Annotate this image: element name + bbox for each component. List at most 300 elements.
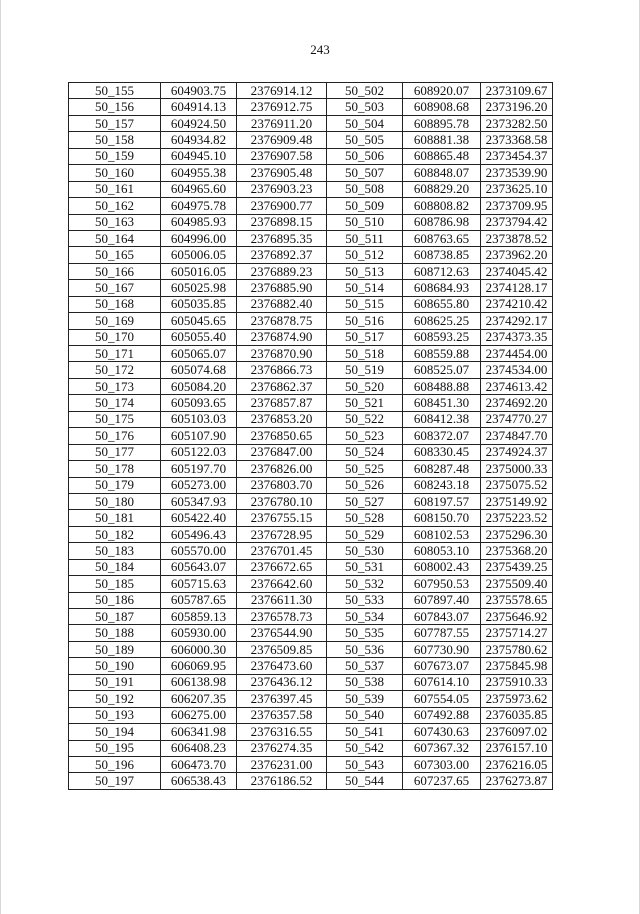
table-row [69, 641, 553, 657]
y-left-cell: 2376578.73 [237, 609, 327, 625]
point-id-left-cell: 50_160 [69, 165, 161, 181]
y-right-cell: 2374613.42 [481, 378, 553, 394]
point-id-left-cell: 50_195 [69, 740, 161, 756]
y-right-cell: 2374210.42 [481, 296, 553, 312]
x-right-cell: 608684.93 [403, 280, 481, 296]
point-id-left-cell: 50_164 [69, 230, 161, 246]
table-row [69, 559, 553, 575]
point-id-left-cell: 50_187 [69, 609, 161, 625]
x-right-cell: 608848.07 [403, 165, 481, 181]
y-left-cell: 2376316.55 [237, 724, 327, 740]
point-id-left-cell: 50_170 [69, 329, 161, 345]
y-left-cell: 2376803.70 [237, 477, 327, 493]
x-left-cell: 606473.70 [161, 756, 237, 772]
point-id-left-cell: 50_186 [69, 592, 161, 608]
point-id-right-cell: 50_524 [327, 444, 403, 460]
table-row [69, 543, 553, 559]
x-right-cell: 608625.25 [403, 313, 481, 329]
x-right-cell: 608895.78 [403, 115, 481, 131]
point-id-right-cell: 50_517 [327, 329, 403, 345]
y-left-cell: 2376905.48 [237, 165, 327, 181]
x-left-cell: 604945.10 [161, 148, 237, 164]
x-left-cell: 604903.75 [161, 83, 237, 99]
x-left-cell: 606138.98 [161, 674, 237, 690]
point-id-left-cell: 50_169 [69, 313, 161, 329]
table-row [69, 773, 553, 789]
x-left-cell: 605025.98 [161, 280, 237, 296]
table-row [69, 165, 553, 181]
point-id-left-cell: 50_196 [69, 756, 161, 772]
point-id-right-cell: 50_525 [327, 461, 403, 477]
x-left-cell: 605496.43 [161, 526, 237, 542]
point-id-left-cell: 50_161 [69, 181, 161, 197]
x-left-cell: 605093.65 [161, 395, 237, 411]
point-id-left-cell: 50_184 [69, 559, 161, 575]
y-right-cell: 2375075.52 [481, 477, 553, 493]
table-row [69, 444, 553, 460]
y-left-cell: 2376672.65 [237, 559, 327, 575]
x-right-cell: 608488.88 [403, 378, 481, 394]
x-left-cell: 604955.38 [161, 165, 237, 181]
x-left-cell: 605122.03 [161, 444, 237, 460]
point-id-left-cell: 50_168 [69, 296, 161, 312]
x-right-cell: 608786.98 [403, 214, 481, 230]
x-right-cell: 608197.57 [403, 493, 481, 509]
point-id-left-cell: 50_157 [69, 115, 161, 131]
point-id-left-cell: 50_180 [69, 493, 161, 509]
table-row [69, 132, 553, 148]
y-right-cell: 2374692.20 [481, 395, 553, 411]
scan-edge-left [0, 0, 1, 914]
y-right-cell: 2373878.52 [481, 230, 553, 246]
x-right-cell: 608908.68 [403, 99, 481, 115]
table-row [69, 181, 553, 197]
point-id-right-cell: 50_534 [327, 609, 403, 625]
x-right-cell: 608002.43 [403, 559, 481, 575]
y-right-cell: 2373454.37 [481, 148, 553, 164]
x-left-cell: 605273.00 [161, 477, 237, 493]
y-left-cell: 2376909.48 [237, 132, 327, 148]
point-id-right-cell: 50_515 [327, 296, 403, 312]
y-left-cell: 2376853.20 [237, 411, 327, 427]
point-id-right-cell: 50_531 [327, 559, 403, 575]
point-id-left-cell: 50_189 [69, 641, 161, 657]
x-left-cell: 605859.13 [161, 609, 237, 625]
point-id-right-cell: 50_535 [327, 625, 403, 641]
y-left-cell: 2376509.85 [237, 641, 327, 657]
y-right-cell: 2375845.98 [481, 658, 553, 674]
y-left-cell: 2376544.90 [237, 625, 327, 641]
y-left-cell: 2376611.30 [237, 592, 327, 608]
x-left-cell: 605643.07 [161, 559, 237, 575]
y-left-cell: 2376862.37 [237, 378, 327, 394]
table-row [69, 362, 553, 378]
y-left-cell: 2376857.87 [237, 395, 327, 411]
table-row [69, 477, 553, 493]
table-row [69, 198, 553, 214]
y-left-cell: 2376866.73 [237, 362, 327, 378]
x-left-cell: 604934.82 [161, 132, 237, 148]
table-row [69, 493, 553, 509]
point-id-left-cell: 50_190 [69, 658, 161, 674]
table-row [69, 280, 553, 296]
point-id-right-cell: 50_542 [327, 740, 403, 756]
x-right-cell: 607787.55 [403, 625, 481, 641]
x-left-cell: 604914.13 [161, 99, 237, 115]
x-right-cell: 607673.07 [403, 658, 481, 674]
x-left-cell: 605570.00 [161, 543, 237, 559]
point-id-left-cell: 50_156 [69, 99, 161, 115]
y-left-cell: 2376473.60 [237, 658, 327, 674]
x-right-cell: 608808.82 [403, 198, 481, 214]
point-id-right-cell: 50_513 [327, 263, 403, 279]
point-id-right-cell: 50_502 [327, 83, 403, 99]
x-right-cell: 608763.65 [403, 230, 481, 246]
y-left-cell: 2376892.37 [237, 247, 327, 263]
point-id-left-cell: 50_197 [69, 773, 161, 789]
x-right-cell: 607237.65 [403, 773, 481, 789]
table-row [69, 247, 553, 263]
y-right-cell: 2374373.35 [481, 329, 553, 345]
point-id-right-cell: 50_521 [327, 395, 403, 411]
page-number: 243 [310, 42, 330, 57]
y-left-cell: 2376907.58 [237, 148, 327, 164]
x-left-cell: 605347.93 [161, 493, 237, 509]
x-right-cell: 608451.30 [403, 395, 481, 411]
point-id-left-cell: 50_183 [69, 543, 161, 559]
point-id-right-cell: 50_528 [327, 510, 403, 526]
x-right-cell: 607367.32 [403, 740, 481, 756]
point-id-right-cell: 50_519 [327, 362, 403, 378]
y-right-cell: 2373282.50 [481, 115, 553, 131]
x-left-cell: 605055.40 [161, 329, 237, 345]
coordinates-table-body [69, 83, 553, 790]
table-row [69, 740, 553, 756]
y-right-cell: 2375149.92 [481, 493, 553, 509]
x-left-cell: 605006.05 [161, 247, 237, 263]
y-right-cell: 2374847.70 [481, 428, 553, 444]
table-row [69, 707, 553, 723]
x-left-cell: 606207.35 [161, 691, 237, 707]
y-right-cell: 2374128.17 [481, 280, 553, 296]
point-id-left-cell: 50_174 [69, 395, 161, 411]
point-id-right-cell: 50_529 [327, 526, 403, 542]
point-id-left-cell: 50_188 [69, 625, 161, 641]
y-right-cell: 2374924.37 [481, 444, 553, 460]
point-id-right-cell: 50_527 [327, 493, 403, 509]
x-right-cell: 608655.80 [403, 296, 481, 312]
point-id-left-cell: 50_185 [69, 576, 161, 592]
x-right-cell: 607303.00 [403, 756, 481, 772]
x-right-cell: 608593.25 [403, 329, 481, 345]
y-left-cell: 2376850.65 [237, 428, 327, 444]
table-row [69, 658, 553, 674]
table-row [69, 313, 553, 329]
table-row [69, 411, 553, 427]
x-right-cell: 607492.88 [403, 707, 481, 723]
point-id-right-cell: 50_509 [327, 198, 403, 214]
y-left-cell: 2376889.23 [237, 263, 327, 279]
point-id-left-cell: 50_159 [69, 148, 161, 164]
y-left-cell: 2376895.35 [237, 230, 327, 246]
y-right-cell: 2373109.67 [481, 83, 553, 99]
x-right-cell: 608372.07 [403, 428, 481, 444]
y-left-cell: 2376882.40 [237, 296, 327, 312]
x-left-cell: 606341.98 [161, 724, 237, 740]
point-id-left-cell: 50_158 [69, 132, 161, 148]
point-id-right-cell: 50_506 [327, 148, 403, 164]
x-left-cell: 605197.70 [161, 461, 237, 477]
y-left-cell: 2376914.12 [237, 83, 327, 99]
y-left-cell: 2376878.75 [237, 313, 327, 329]
point-id-right-cell: 50_520 [327, 378, 403, 394]
point-id-right-cell: 50_503 [327, 99, 403, 115]
y-left-cell: 2376870.90 [237, 346, 327, 362]
x-right-cell: 607843.07 [403, 609, 481, 625]
y-right-cell: 2375296.30 [481, 526, 553, 542]
point-id-right-cell: 50_504 [327, 115, 403, 131]
y-left-cell: 2376912.75 [237, 99, 327, 115]
table-row [69, 625, 553, 641]
y-left-cell: 2376186.52 [237, 773, 327, 789]
x-left-cell: 604985.93 [161, 214, 237, 230]
x-left-cell: 605715.63 [161, 576, 237, 592]
point-id-left-cell: 50_179 [69, 477, 161, 493]
x-right-cell: 608287.48 [403, 461, 481, 477]
point-id-left-cell: 50_182 [69, 526, 161, 542]
x-left-cell: 606538.43 [161, 773, 237, 789]
y-left-cell: 2376847.00 [237, 444, 327, 460]
x-right-cell: 608150.70 [403, 510, 481, 526]
point-id-left-cell: 50_176 [69, 428, 161, 444]
point-id-left-cell: 50_175 [69, 411, 161, 427]
point-id-right-cell: 50_536 [327, 641, 403, 657]
x-right-cell: 608712.63 [403, 263, 481, 279]
x-right-cell: 607950.53 [403, 576, 481, 592]
x-right-cell: 608920.07 [403, 83, 481, 99]
x-left-cell: 604924.50 [161, 115, 237, 131]
y-left-cell: 2376903.23 [237, 181, 327, 197]
point-id-right-cell: 50_507 [327, 165, 403, 181]
point-id-left-cell: 50_173 [69, 378, 161, 394]
y-right-cell: 2373368.58 [481, 132, 553, 148]
point-id-right-cell: 50_530 [327, 543, 403, 559]
y-left-cell: 2376885.90 [237, 280, 327, 296]
y-right-cell: 2376157.10 [481, 740, 553, 756]
y-right-cell: 2373625.10 [481, 181, 553, 197]
y-right-cell: 2373539.90 [481, 165, 553, 181]
y-left-cell: 2376436.12 [237, 674, 327, 690]
x-right-cell: 607554.05 [403, 691, 481, 707]
point-id-right-cell: 50_518 [327, 346, 403, 362]
coordinates-table [68, 82, 553, 790]
point-id-left-cell: 50_162 [69, 198, 161, 214]
table-row [69, 609, 553, 625]
y-right-cell: 2375439.25 [481, 559, 553, 575]
x-right-cell: 608829.20 [403, 181, 481, 197]
table-row [69, 395, 553, 411]
y-left-cell: 2376357.58 [237, 707, 327, 723]
y-right-cell: 2375910.33 [481, 674, 553, 690]
y-left-cell: 2376701.45 [237, 543, 327, 559]
x-left-cell: 605016.05 [161, 263, 237, 279]
x-right-cell: 608738.85 [403, 247, 481, 263]
x-right-cell: 608525.07 [403, 362, 481, 378]
y-right-cell: 2375973.62 [481, 691, 553, 707]
x-left-cell: 605084.20 [161, 378, 237, 394]
table-row [69, 148, 553, 164]
y-right-cell: 2374045.42 [481, 263, 553, 279]
x-right-cell: 608102.53 [403, 526, 481, 542]
y-right-cell: 2375368.20 [481, 543, 553, 559]
table-row [69, 378, 553, 394]
point-id-left-cell: 50_165 [69, 247, 161, 263]
table-row [69, 428, 553, 444]
table-row [69, 115, 553, 131]
y-left-cell: 2376755.15 [237, 510, 327, 526]
y-left-cell: 2376874.90 [237, 329, 327, 345]
y-left-cell: 2376397.45 [237, 691, 327, 707]
y-right-cell: 2376097.02 [481, 724, 553, 740]
x-left-cell: 605930.00 [161, 625, 237, 641]
x-right-cell: 607730.90 [403, 641, 481, 657]
x-left-cell: 606408.23 [161, 740, 237, 756]
table-row [69, 576, 553, 592]
x-right-cell: 608053.10 [403, 543, 481, 559]
table-row [69, 214, 553, 230]
point-id-left-cell: 50_155 [69, 83, 161, 99]
x-right-cell: 607430.63 [403, 724, 481, 740]
point-id-left-cell: 50_191 [69, 674, 161, 690]
point-id-right-cell: 50_540 [327, 707, 403, 723]
y-left-cell: 2376898.15 [237, 214, 327, 230]
y-left-cell: 2376780.10 [237, 493, 327, 509]
x-left-cell: 605103.03 [161, 411, 237, 427]
x-left-cell: 605107.90 [161, 428, 237, 444]
table-row [69, 346, 553, 362]
point-id-right-cell: 50_532 [327, 576, 403, 592]
table-row [69, 461, 553, 477]
y-right-cell: 2373196.20 [481, 99, 553, 115]
point-id-left-cell: 50_166 [69, 263, 161, 279]
y-right-cell: 2374534.00 [481, 362, 553, 378]
point-id-left-cell: 50_167 [69, 280, 161, 296]
x-left-cell: 605787.65 [161, 592, 237, 608]
point-id-right-cell: 50_533 [327, 592, 403, 608]
y-right-cell: 2374770.27 [481, 411, 553, 427]
point-id-right-cell: 50_523 [327, 428, 403, 444]
table-row [69, 510, 553, 526]
table-row [69, 674, 553, 690]
x-right-cell: 607614.10 [403, 674, 481, 690]
point-id-left-cell: 50_177 [69, 444, 161, 460]
y-left-cell: 2376826.00 [237, 461, 327, 477]
x-right-cell: 608559.88 [403, 346, 481, 362]
x-left-cell: 605065.07 [161, 346, 237, 362]
y-right-cell: 2375578.65 [481, 592, 553, 608]
point-id-left-cell: 50_178 [69, 461, 161, 477]
table-row [69, 526, 553, 542]
point-id-left-cell: 50_194 [69, 724, 161, 740]
point-id-right-cell: 50_522 [327, 411, 403, 427]
x-left-cell: 605035.85 [161, 296, 237, 312]
x-right-cell: 608865.48 [403, 148, 481, 164]
point-id-right-cell: 50_512 [327, 247, 403, 263]
point-id-right-cell: 50_526 [327, 477, 403, 493]
table-row [69, 592, 553, 608]
table-row [69, 83, 553, 99]
y-right-cell: 2376273.87 [481, 773, 553, 789]
point-id-right-cell: 50_514 [327, 280, 403, 296]
y-right-cell: 2375780.62 [481, 641, 553, 657]
y-left-cell: 2376231.00 [237, 756, 327, 772]
y-right-cell: 2374454.00 [481, 346, 553, 362]
y-right-cell: 2375646.92 [481, 609, 553, 625]
table-row [69, 329, 553, 345]
point-id-right-cell: 50_544 [327, 773, 403, 789]
y-right-cell: 2375000.33 [481, 461, 553, 477]
y-left-cell: 2376274.35 [237, 740, 327, 756]
x-left-cell: 606069.95 [161, 658, 237, 674]
point-id-left-cell: 50_193 [69, 707, 161, 723]
point-id-right-cell: 50_543 [327, 756, 403, 772]
x-right-cell: 608243.18 [403, 477, 481, 493]
table-row [69, 230, 553, 246]
y-right-cell: 2375223.52 [481, 510, 553, 526]
point-id-right-cell: 50_505 [327, 132, 403, 148]
table-row [69, 263, 553, 279]
point-id-right-cell: 50_508 [327, 181, 403, 197]
table-row [69, 756, 553, 772]
x-left-cell: 604996.00 [161, 230, 237, 246]
x-left-cell: 605045.65 [161, 313, 237, 329]
y-left-cell: 2376728.95 [237, 526, 327, 542]
y-right-cell: 2376216.05 [481, 756, 553, 772]
y-right-cell: 2375509.40 [481, 576, 553, 592]
y-right-cell: 2373794.42 [481, 214, 553, 230]
x-left-cell: 604975.78 [161, 198, 237, 214]
point-id-right-cell: 50_516 [327, 313, 403, 329]
point-id-left-cell: 50_192 [69, 691, 161, 707]
y-right-cell: 2373709.95 [481, 198, 553, 214]
point-id-right-cell: 50_539 [327, 691, 403, 707]
x-left-cell: 606275.00 [161, 707, 237, 723]
y-left-cell: 2376911.20 [237, 115, 327, 131]
y-right-cell: 2375714.27 [481, 625, 553, 641]
table-row [69, 691, 553, 707]
y-right-cell: 2376035.85 [481, 707, 553, 723]
x-left-cell: 605074.68 [161, 362, 237, 378]
point-id-right-cell: 50_537 [327, 658, 403, 674]
x-right-cell: 608881.38 [403, 132, 481, 148]
x-right-cell: 608412.38 [403, 411, 481, 427]
y-right-cell: 2373962.20 [481, 247, 553, 263]
point-id-right-cell: 50_541 [327, 724, 403, 740]
point-id-right-cell: 50_538 [327, 674, 403, 690]
point-id-left-cell: 50_163 [69, 214, 161, 230]
table-row [69, 296, 553, 312]
point-id-left-cell: 50_172 [69, 362, 161, 378]
y-left-cell: 2376900.77 [237, 198, 327, 214]
table-row [69, 99, 553, 115]
x-left-cell: 605422.40 [161, 510, 237, 526]
x-left-cell: 606000.30 [161, 641, 237, 657]
table-row [69, 724, 553, 740]
point-id-left-cell: 50_181 [69, 510, 161, 526]
y-left-cell: 2376642.60 [237, 576, 327, 592]
y-right-cell: 2374292.17 [481, 313, 553, 329]
point-id-right-cell: 50_511 [327, 230, 403, 246]
